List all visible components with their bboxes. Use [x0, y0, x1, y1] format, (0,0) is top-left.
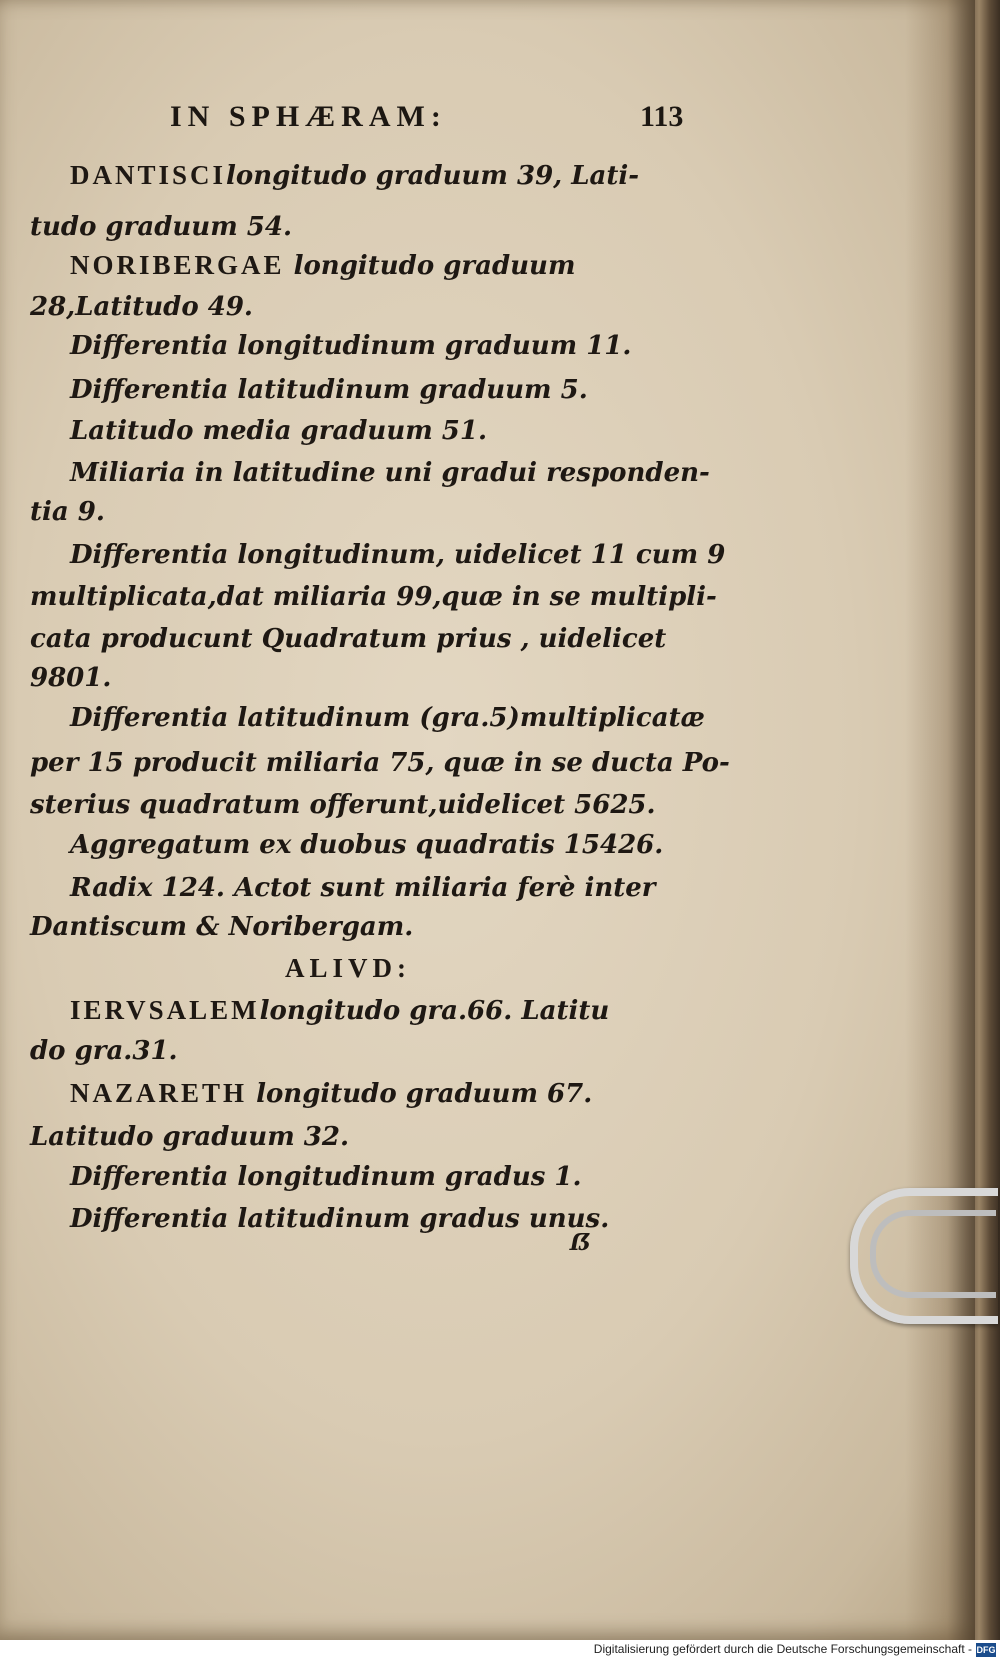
line-text: Latitudo media graduum 51.: [70, 416, 488, 446]
text-line: [70, 250, 575, 281]
text-line: [70, 160, 639, 191]
place-name: NORIBERGAE: [70, 250, 285, 280]
text-line: [30, 748, 730, 778]
text-line: [30, 292, 253, 322]
line-text: Differentia latitudinum (gra.5)multiplicatæ: [70, 703, 705, 733]
line-text: Differentia longitudinum, uidelicet 11 cum 9: [70, 540, 726, 570]
text-line: [70, 331, 631, 361]
text-line: [70, 1204, 609, 1234]
line-text: longitudo graduum: [284, 251, 576, 281]
text-line: [70, 375, 588, 405]
line-text: longitudo graduum 39, Lati-: [226, 161, 640, 191]
text-line: [30, 212, 292, 242]
place-name: DANTISCI: [70, 160, 227, 190]
text-line: [70, 1162, 582, 1192]
page-gutter-shadow: [905, 0, 975, 1640]
text-line: [30, 912, 413, 942]
text-line: [30, 790, 656, 820]
line-text: tudo graduum 54.: [30, 212, 292, 242]
line-text: Differentia latitudinum graduum 5.: [70, 375, 588, 405]
line-text: 28,Latitudo 49.: [30, 292, 253, 322]
section-heading: ALIVD:: [285, 953, 412, 983]
text-line: [70, 540, 725, 570]
text-line: [70, 703, 705, 733]
text-line: [70, 995, 609, 1026]
line-text: 9801.: [30, 663, 112, 693]
line-text: sterius quadratum offerunt,uidelicet 5625.: [30, 790, 656, 820]
line-text: longitudo gra.66. Latitu: [259, 996, 610, 1026]
text-line: [30, 1036, 178, 1066]
text-line: [30, 624, 666, 654]
footer-credit: Digitalisierung gefördert durch die Deutsche Forschungsgemeinschaft -: [593, 1642, 972, 1656]
line-text: per 15 producit miliaria 75, quæ in se ducta Po-: [30, 748, 730, 778]
line-text: Differentia latitudinum gradus unus.: [70, 1204, 610, 1234]
dfg-logo-icon: DFG: [976, 1645, 996, 1655]
page-number: 113: [640, 100, 684, 133]
line-text: Dantiscum & Noribergam.: [30, 912, 414, 942]
line-text: cata producunt Quadratum prius , uidelicet: [30, 624, 667, 654]
text-line: [30, 582, 717, 612]
line-text: longitudo graduum 67.: [247, 1079, 593, 1109]
place-name: NAZARETH: [70, 1078, 248, 1108]
text-line: [30, 497, 105, 527]
text-line: [30, 1122, 349, 1152]
line-text: Aggregatum ex duobus quadratis 15426.: [70, 830, 664, 860]
line-text: do gra.31.: [30, 1036, 178, 1066]
text-line: [70, 458, 710, 488]
text-line: [70, 416, 487, 446]
line-text: multiplicata,dat miliaria 99,quæ in se multipli-: [30, 582, 717, 612]
place-name: IERVSALEM: [70, 995, 260, 1025]
paper-clip-inner-loop: [870, 1210, 996, 1298]
text-line: [70, 873, 655, 903]
line-text: Differentia longitudinum graduum 11.: [70, 331, 632, 361]
line-text: Differentia longitudinum gradus 1.: [70, 1162, 582, 1192]
line-text: Radix 124. Actot sunt miliaria ferè inter: [70, 873, 656, 903]
line-text: Miliaria in latitudine uni gradui responden-: [70, 458, 710, 488]
text-line: [70, 1078, 592, 1109]
line-text: Latitudo graduum 32.: [30, 1122, 350, 1152]
running-head: IN SPHÆRAM:: [170, 100, 447, 133]
catchword: ẞ: [570, 1230, 591, 1256]
text-line: [70, 830, 663, 860]
text-line: [30, 663, 111, 693]
line-text: tia 9.: [30, 497, 105, 527]
